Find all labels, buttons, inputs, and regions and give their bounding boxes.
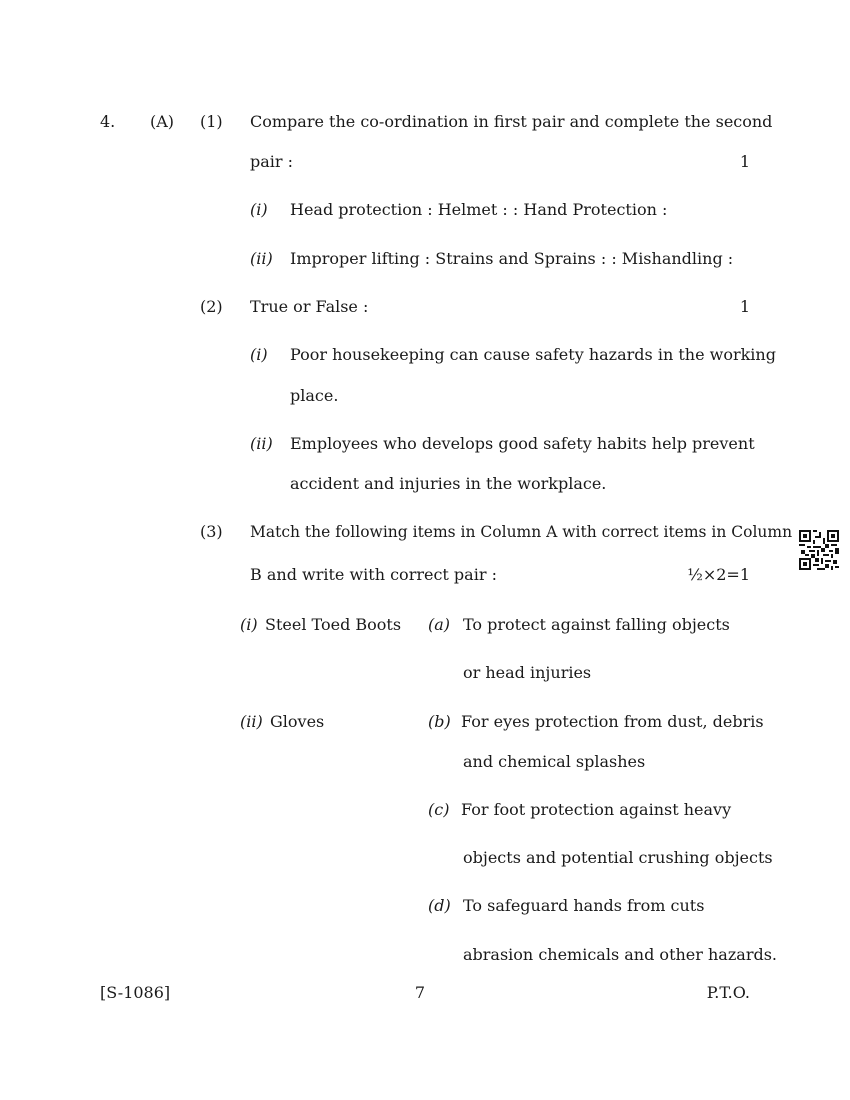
q1-item-2-text: Improper lifting : Strains and Sprains : : Mishandling :	[290, 249, 734, 268]
column-a-item-2-number: (ii)	[240, 712, 263, 731]
q2-prompt: True or False :	[250, 297, 369, 316]
q1-item-1-text: Head protection : Helmet : : Hand Protection :	[290, 200, 668, 219]
q1-prompt-line2: pair :	[250, 152, 294, 171]
footer-pto: P.T.O.	[706, 983, 750, 1002]
q3-prompt-line2: B and write with correct pair :	[250, 565, 497, 584]
q1-item-1-number: (i)	[250, 200, 268, 219]
q2-item-2-line2: accident and injuries in the workplace.	[290, 474, 607, 493]
column-b-item-d-line1: To safeguard hands from cuts	[463, 896, 705, 915]
section-label: (A)	[150, 112, 175, 131]
column-b-item-a-line1: To protect against falling objects	[463, 615, 730, 634]
q3-number: (3)	[200, 522, 223, 541]
column-b-item-c-line2: objects and potential crushing objects	[463, 848, 773, 867]
q2-item-1-line1: Poor housekeeping can cause safety hazards in the working	[290, 345, 776, 364]
q1-item-2-number: (ii)	[250, 249, 273, 268]
column-b-item-c-number: (c)	[428, 800, 450, 819]
column-b-item-a-line2: or head injuries	[463, 663, 592, 682]
q1-marks: 1	[739, 152, 750, 171]
column-b-item-b-line1: For eyes protection from dust, debris	[461, 712, 764, 731]
footer-page-number: 7	[414, 983, 426, 1002]
q1-number: (1)	[200, 112, 223, 131]
q2-item-1-number: (i)	[250, 345, 268, 364]
column-b-item-d-line2: abrasion chemicals and other hazards.	[463, 945, 777, 964]
q3-prompt-line1: Match the following items in Column A with correct items in Column	[250, 523, 793, 541]
q2-item-2-number: (ii)	[250, 434, 273, 453]
q2-number: (2)	[200, 297, 223, 316]
q3-marks: ½×2=1	[687, 565, 750, 584]
column-a-item-2-text: Gloves	[270, 712, 325, 731]
column-b-item-d-number: (d)	[428, 896, 451, 915]
column-b-item-c-line1: For foot protection against heavy	[461, 800, 732, 819]
footer-paper-code: [S-1086]	[100, 983, 171, 1002]
column-a-item-1-text: Steel Toed Boots	[265, 615, 402, 634]
column-b-item-b-number: (b)	[428, 712, 451, 731]
q2-marks: 1	[739, 297, 750, 316]
column-b-item-a-number: (a)	[428, 615, 451, 634]
question-number: 4.	[100, 112, 116, 131]
q2-item-1-line2: place.	[290, 386, 339, 405]
q1-prompt-line1: Compare the co-ordination in first pair and complete the second	[250, 112, 773, 131]
q2-item-2-line1: Employees who develops good safety habits help prevent	[290, 434, 755, 453]
column-a-item-1-number: (i)	[240, 615, 258, 634]
column-b-item-b-line2: and chemical splashes	[463, 752, 646, 771]
qr-code-icon	[799, 530, 839, 570]
